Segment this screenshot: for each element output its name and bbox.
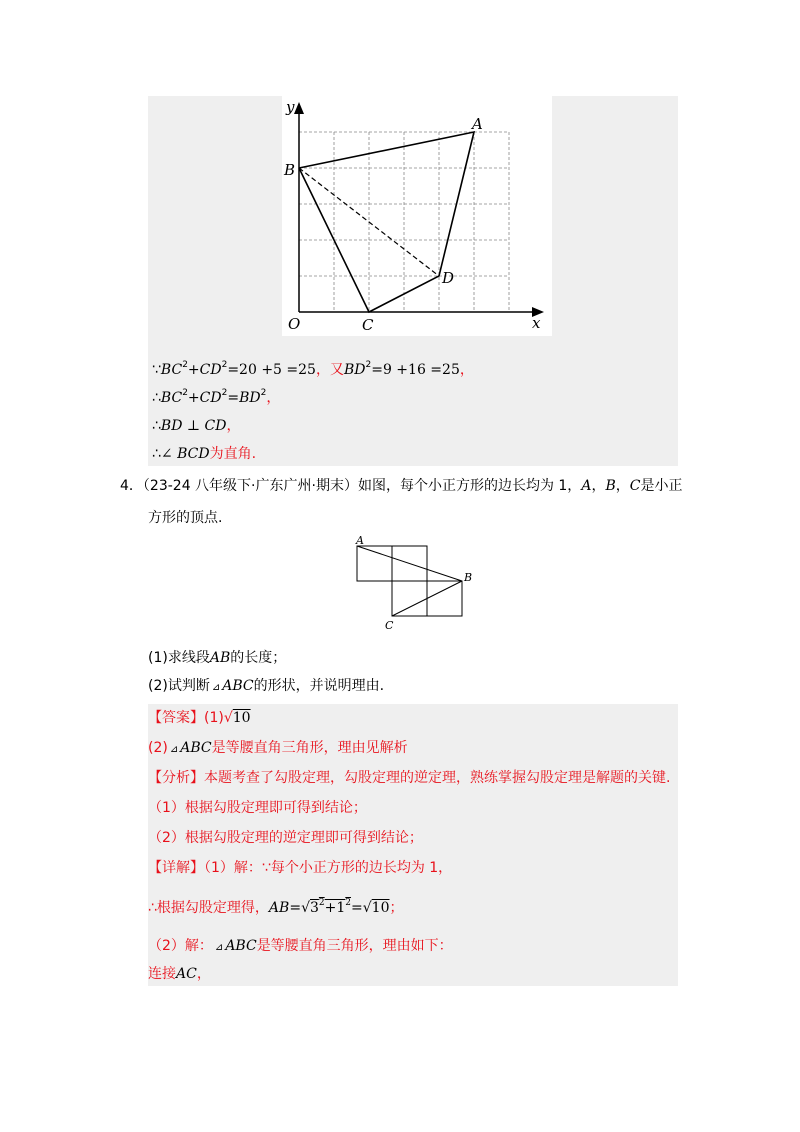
detail-connect-line: 连接AC，: [148, 966, 211, 982]
label-C: C: [362, 316, 374, 334]
label-x: x: [532, 314, 541, 332]
proof-line-1: $\because BC^2+CD^2=20 +5 =25$，又$BD^2=9 +16 =25$，: [152, 360, 474, 378]
label-O: O: [288, 315, 301, 333]
analysis-line: 【分析】本题考查了勾股定理，勾股定理的逆定理，熟练掌握勾股定理是解题的关键.: [148, 770, 671, 786]
proof-line-4: ∴∠ BCD为直角.: [152, 446, 257, 462]
proof-line-3: ∴BD ⊥ CD，: [152, 418, 241, 434]
coordinate-figure: [282, 96, 552, 336]
subquestion-2: (2)试判断 ⊿ ABC的形状，并说明理由.: [148, 678, 385, 694]
question-line-1: 4．（23-24 八年级下·广东广州·期末）如图，每个小正方形的边长均为 1，A，B，C是小正: [120, 478, 683, 494]
squares-figure: [348, 534, 478, 634]
detail-line-1: 【详解】（1）解：∵每个小正方形的边长均为 1，: [148, 860, 453, 876]
subquestion-1: (1)求线段AB的长度；: [148, 650, 287, 666]
fig2-label-A: A: [356, 534, 364, 547]
answer-line-1: 【答案】(1)√10: [148, 710, 251, 726]
answer-line-2: (2) ⊿ ABC是等腰直角三角形，理由见解析: [148, 740, 408, 756]
question-source: （23-24 八年级下·广东广州·期末）: [142, 478, 358, 494]
detail-part2-line: （2）解： ⊿ ABC是等腰直角三角形，理由如下：: [148, 938, 453, 954]
question-number: 4．: [120, 478, 143, 494]
question-line-2: 方形的顶点.: [148, 510, 223, 526]
label-y: y: [286, 98, 295, 116]
label-A: A: [472, 115, 483, 133]
square-cells: [357, 546, 462, 616]
detail-calc-line: ∴根据勾股定理得，$AB=√3^2+1^2=√10$；: [148, 898, 404, 916]
fig2-label-B: B: [464, 571, 473, 584]
label-B: B: [284, 161, 296, 179]
proof-line-2: $\therefore BC^2+CD^2=BD^2$，: [152, 388, 281, 406]
analysis-step-2: （2）根据勾股定理的逆定理即可得到结论；: [148, 830, 423, 846]
segment-AB: [357, 546, 462, 581]
fig2-label-C: C: [385, 619, 394, 632]
analysis-step-1: （1）根据勾股定理即可得到结论；: [148, 800, 367, 816]
label-D: D: [442, 269, 455, 287]
